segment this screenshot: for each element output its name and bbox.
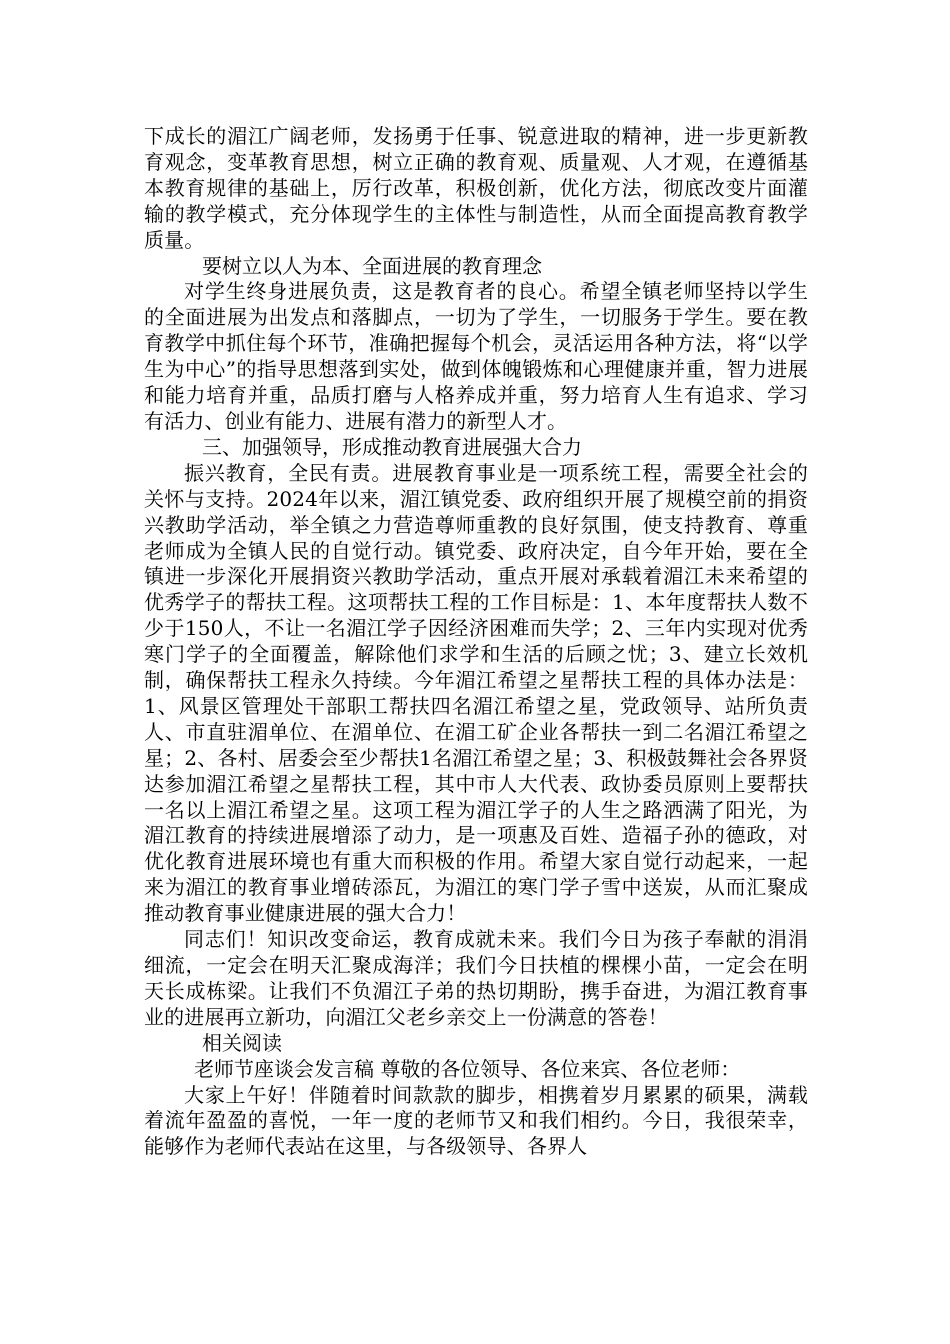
section-heading-leadership: 三、加强领导，形成推动教育进展强大合力	[202, 434, 582, 459]
body-paragraph-2: 对学生终身进展负责，这是教育者的良心。希望全镇老师坚持以学生的全面进展为出发点和落脚点，一切为了学生，一切服务于学生。要在教育教学中抓住每个环节，准确把握每个机会，灵活运用各种方法，将“以学生为中心”的指导思想落到实处，做到体魄锻炼和心理健康并重，智力进展和能力培育并重，品质打磨与人格养成并重，努力培育人生有追求、学习有活力、创业有能力、进展有潜力的新型人才。	[144, 279, 808, 433]
speech-title-line: 老师节座谈会发言稿 尊敬的各位领导、各位来宾、各位老师：	[194, 1056, 741, 1081]
body-paragraph-4: 同志们！知识改变命运，教育成就未来。我们今日为孩子奉献的涓涓细流，一定会在明天汇聚成海洋；我们今日扶植的棵棵小苗，一定会在明天长成栋梁。让我们不负湄江子弟的热切期盼，携手奋进，为湄江教育事业的进展再立新功，向湄江父老乡亲交上一份满意的答卷！	[144, 927, 808, 1029]
document-page	[144, 124, 808, 1160]
related-reading-heading: 相关阅读	[202, 1030, 282, 1055]
body-paragraph-5: 大家上午好！伴随着时间款款的脚步，相携着岁月累累的硕果，满载着流年盈盈的喜悦，一年一度的老师节又和我们相约。今日，我很荣幸，能够作为老师代表站在这里，与各级领导、各界人	[144, 1082, 808, 1159]
section-heading-people-oriented: 要树立以人为本、全面进展的教育理念	[202, 253, 542, 278]
body-paragraph-3: 振兴教育，全民有责。进展教育事业是一项系统工程，需要全社会的关怀与支持。2024年以来，湄江镇党委、政府组织开展了规模空前的捐资兴教助学活动，举全镇之力营造尊师重教的良好氛围，使支持教育、尊重老师成为全镇人民的自觉行动。镇党委、政府决定，自今年开始，要在全镇进一步深化开展捐资兴教助学活动，重点开展对承载着湄江未来希望的优秀学子的帮扶工程。这项帮扶工程的工作目标是：1、本年度帮扶人数不少于150人，不让一名湄江学子因经济困难而失学；2、三年内实现对优秀寒门学子的全面覆盖，解除他们求学和生活的后顾之忧；3、建立长效机制，确保帮扶工程永久持续。今年湄江希望之星帮扶工程的具体办法是：1、风景区管理处干部职工帮扶四名湄江希望之星，党政领导、站所负责人、市直驻湄单位、在湄单位、在湄工矿企业各帮扶一到二名湄江希望之星；2、各村、居委会至少帮扶1名湄江希望之星；3、积极鼓舞社会各界贤达参加湄江希望之星帮扶工程，其中市人大代表、政协委员原则上要帮扶一名以上湄江希望之星。这项工程为湄江学子的人生之路洒满了阳光，为湄江教育的持续进展增添了动力，是一项惠及百姓、造福子孙的德政，对优化教育进展环境也有重大而积极的作用。希望大家自觉行动起来，一起来为湄江的教育事业增砖添瓦，为湄江的寒门学子雪中送炭，从而汇聚成推动教育事业健康进展的强大合力！	[144, 460, 808, 926]
body-paragraph-1: 下成长的湄江广阔老师，发扬勇于任事、锐意进取的精神，进一步更新教育观念，变革教育思想，树立正确的教育观、质量观、人才观，在遵循基本教育规律的基础上，厉行改革，积极创新，优化方法，彻底改变片面灌输的教学模式，充分体现学生的主体性与制造性，从而全面提高教育教学质量。	[144, 124, 808, 252]
